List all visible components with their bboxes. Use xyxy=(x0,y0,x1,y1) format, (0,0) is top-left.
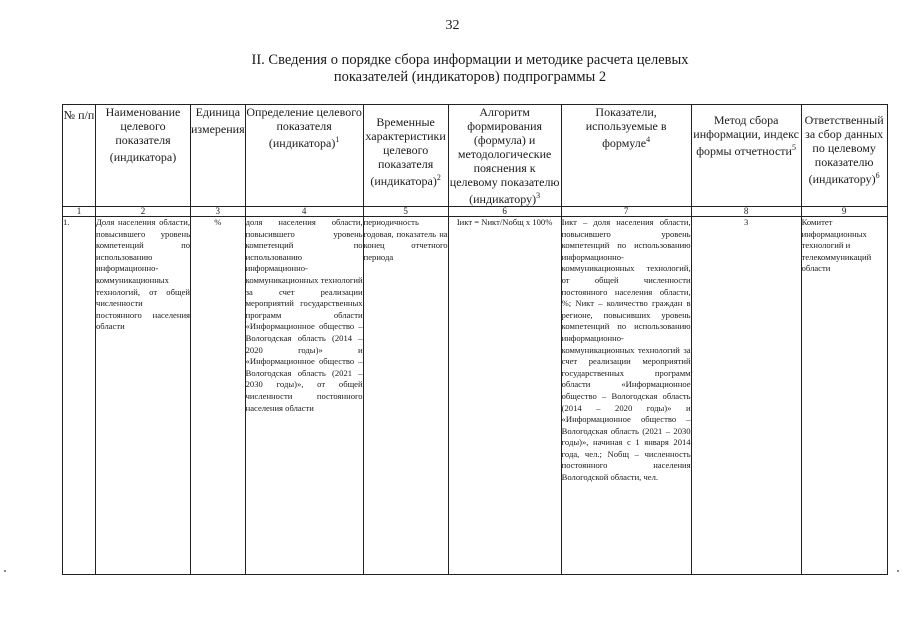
header-col-1: № п/п xyxy=(63,105,96,207)
table-row xyxy=(63,217,888,575)
column-number-5: 5 xyxy=(363,207,448,217)
cell-time-characteristics: периодичность годовая, показатель на конец отчетного периода xyxy=(363,217,448,575)
scan-edge-mark-right xyxy=(897,570,899,572)
cell-row-number: 1. xyxy=(63,217,96,575)
header-col-5: Временные характеристики целевого показателя (индикатора)$^2$ xyxy=(363,105,448,207)
cell-responsible: Комитет информационных технологий и телекоммуникаций области xyxy=(801,217,887,575)
section-title-line-2: показателей (индикаторов) подпрограммы 2 xyxy=(333,69,607,85)
scan-edge-mark-left xyxy=(4,570,6,572)
header-col-2: Наименование целевого показателя (индикатора) xyxy=(96,105,191,207)
header-col-3: Единица измерения xyxy=(191,105,246,207)
column-number-8: 8 xyxy=(691,207,801,217)
cell-indicator-name: Доля населения области, повысившего уровень компетенций по использованию информационно-коммуникационных технологий, от общей численности постоянного населения области xyxy=(96,217,191,575)
header-col-6: Алгоритм формирования (формула) и методологические пояснения к целевому показателю (индикатору)$^3$ xyxy=(449,105,560,206)
column-number-6: 6 xyxy=(448,207,561,217)
section-title xyxy=(200,52,740,86)
cell-unit: % xyxy=(191,217,246,575)
column-number-2: 2 xyxy=(96,207,191,217)
column-number-row xyxy=(63,207,888,217)
cell-definition: доля населения области, повысившего уровень компетенций по использованию информационно-коммуникационных технологий за счет реализации мероприятий государственных программ области «Информационное общество – Вологодская область (2014 – 2020 годы)» и «Информационное общество – Вологодская область (2021 – 2030 годы)», от общей численности постоянного населения области xyxy=(245,217,363,575)
column-number-9: 9 xyxy=(801,207,887,217)
cell-formula-indicators: Iикт – доля населения области, повысившего уровень компетенций по использованию информационно- коммуникационных технологий, от общей численности постоянного населения области, %; Nикт – количество граждан в регионе, повысивших уровень компетенций по использованию информационно-коммуникационных технологий за счет реализации мероприятий государственных программ области «Информационное общество – Вологодская область (2014 – 2020 годы)» и «Информационное общество – Вологодская область (2021 – 2030 годы)», начиная с 1 января 2014 года, чел.; Nобщ – численность постоянного населения Вологодской области, чел. xyxy=(561,217,691,575)
column-number-3: 3 xyxy=(191,207,246,217)
section-title-line-1: II. Сведения о порядке сбора информации и методике расчета целевых xyxy=(251,52,689,68)
cell-formula: Iикт = Nикт/Nобщ x 100% xyxy=(448,217,561,575)
indicator-info-table xyxy=(62,104,888,575)
column-number-7: 7 xyxy=(561,207,691,217)
cell-collection-method: 3 xyxy=(691,217,801,575)
column-number-1: 1 xyxy=(63,207,96,217)
page-number: 32 xyxy=(445,18,460,33)
header-col-7: Показатели, используемые в формуле$^4$ xyxy=(561,105,691,207)
column-number-4: 4 xyxy=(245,207,363,217)
header-col-4: Определение целевого показателя (индикатора)$^1$ xyxy=(245,105,363,207)
header-col-8: Метод сбора информации, индекс формы отчетности$^5$ xyxy=(691,105,801,207)
header-row xyxy=(63,105,888,207)
header-col-9: Ответственный за сбор данных по целевому показателю (индикатору)$^6$ xyxy=(801,105,887,207)
